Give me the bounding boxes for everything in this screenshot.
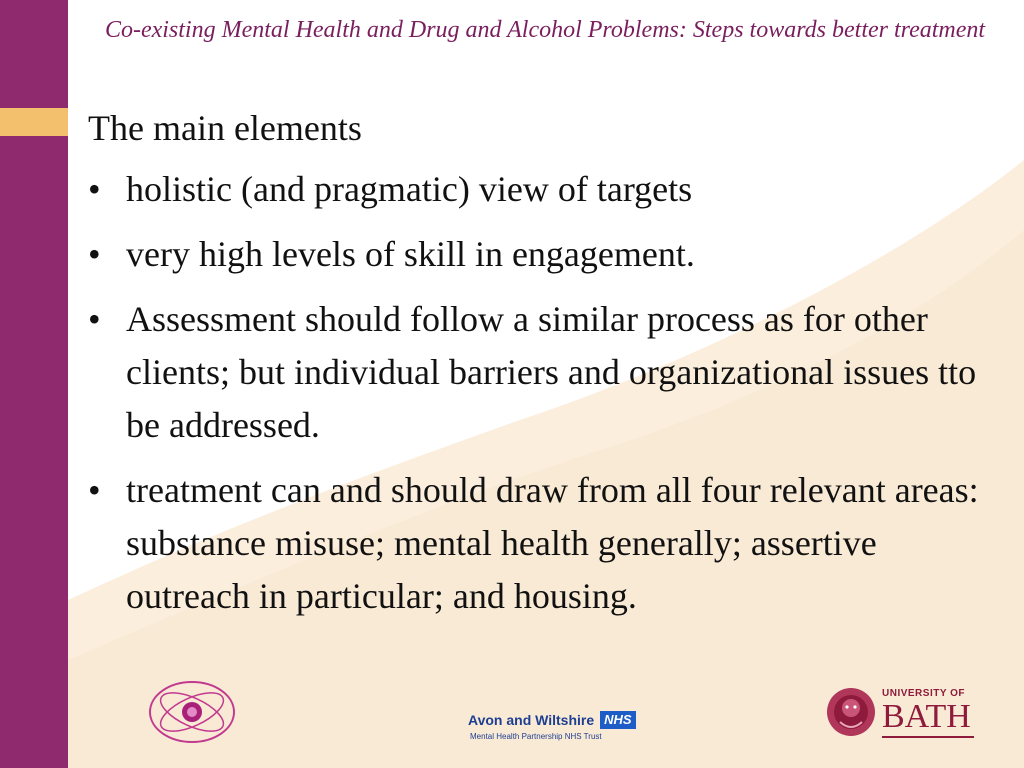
bullet-dot: • (88, 234, 101, 274)
bullet-dot: • (88, 470, 101, 510)
bullet-item (88, 163, 988, 216)
nhs-badge: NHS (600, 711, 635, 729)
bullet-dot: • (88, 299, 101, 339)
research-logo (144, 672, 240, 752)
avon-wiltshire-logo (468, 708, 658, 748)
slide-title: Co-existing Mental Health and Drug and Alcohol Problems: Steps towards better treatment (104, 17, 986, 43)
bullet-list (88, 163, 988, 623)
bullet-text: holistic (and pragmatic) view of targets (126, 169, 693, 209)
bullet-text: treatment can and should draw from all four relevant areas: substance misuse; mental health generally; assertive outreach in particular; and housing. (126, 470, 979, 616)
bullet-item (88, 293, 988, 452)
lead-text: The main elements (88, 108, 362, 148)
bullet-item (88, 228, 988, 281)
side-accent (0, 108, 68, 136)
bullet-text: very high levels of skill in engagement. (126, 234, 695, 274)
bath-name: BATH (882, 698, 971, 735)
bath-crest-icon (826, 684, 876, 740)
slide-content (88, 102, 988, 635)
bullet-item (88, 464, 988, 623)
bullet-text: Assessment should follow a similar process as for other clients; but individual barriers and organizational issues tto be addressed. (126, 299, 977, 445)
bath-logo (826, 684, 976, 744)
bath-university-label: UNIVERSITY OF (882, 688, 965, 699)
avon-subtitle: Mental Health Partnership NHS Trust (470, 732, 602, 741)
avon-name: Avon and Wiltshire (468, 712, 595, 728)
bath-underline (882, 736, 974, 738)
bullet-dot: • (88, 169, 101, 209)
